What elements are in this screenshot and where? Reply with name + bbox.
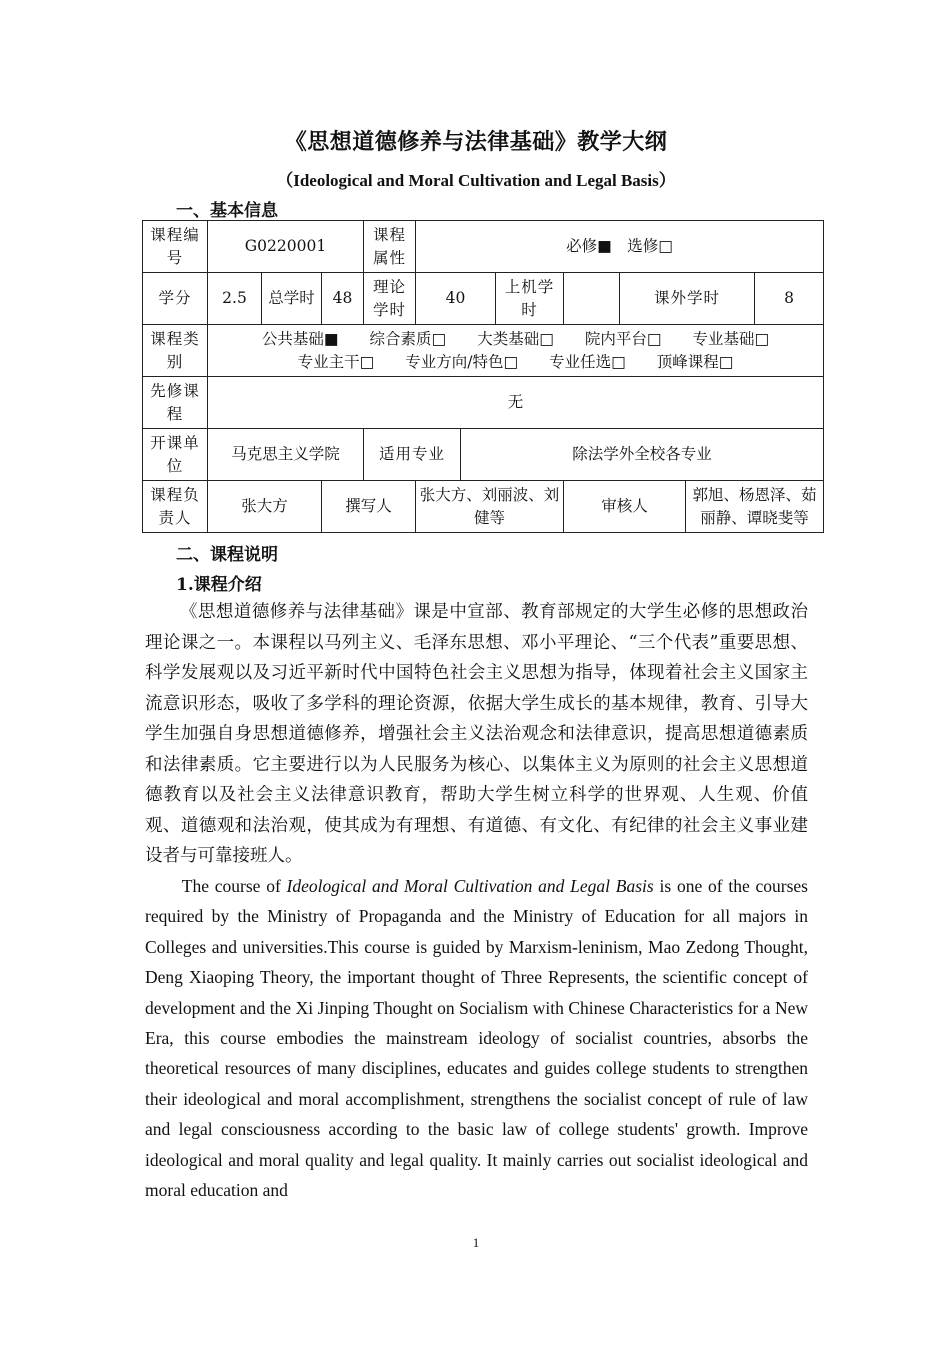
english-paragraph-course-name: Ideological and Moral Cultivation and Legal Basis	[286, 876, 654, 896]
document-title: 《思想道德修养与法律基础》教学大纲	[284, 129, 668, 155]
section-heading-basic-info: 一、基本信息	[176, 201, 278, 221]
table-row	[143, 325, 824, 377]
theory-hours-value: 40	[416, 273, 496, 325]
table-row	[143, 221, 824, 273]
computer-hours-label: 上机学时	[496, 273, 564, 325]
extra-hours-label: 课外学时	[620, 273, 755, 325]
prereq-label: 先修课程	[143, 377, 208, 429]
table-row	[143, 273, 824, 325]
section-heading-course-description: 二、课程说明	[176, 545, 278, 565]
course-attr-value: 必修■ 选修□	[416, 221, 824, 273]
subsection-heading-course-intro: 1.课程介绍	[176, 575, 262, 595]
category-value	[208, 325, 824, 377]
applicable-value: 除法学外全校各专业	[461, 429, 824, 481]
computer-hours-value	[564, 273, 620, 325]
writer-label: 撰写人	[322, 481, 416, 533]
document-subtitle: （Ideological and Moral Cultivation and Legal Basis）	[276, 171, 676, 190]
dept-value: 马克思主义学院	[208, 429, 364, 481]
course-info-table	[142, 220, 824, 533]
table-row	[143, 481, 824, 533]
owner-label: 课程负责人	[143, 481, 208, 533]
writer-value: 张大方、刘丽波、刘健等	[416, 481, 564, 533]
applicable-label: 适用专业	[364, 429, 461, 481]
page-number: 1	[472, 1235, 480, 1250]
category-line-2: 专业主干□ 专业方向/特色□ 专业任选□ 顶峰课程□	[297, 352, 734, 371]
total-hours-label: 总学时	[262, 273, 322, 325]
theory-hours-label: 理论学时	[364, 273, 416, 325]
prereq-value: 无	[208, 377, 824, 429]
reviewer-label: 审核人	[564, 481, 686, 533]
course-intro-english-paragraph	[145, 871, 808, 1205]
english-paragraph-body: is one of the courses required by the Ministry of Propaganda and the Ministry of Education for all majors in Colleges and universities.This course is guided by Marxism-leninism, Mao Zedong Thought, Deng Xiaoping Theory, the important thought of Three Represents, the scientific concept of development and the Xi Jinping Thought on Socialism with Chinese Characteristics for a New Era, this course embodies the mainstream ideology of socialist countries, absorbs the theoretical resources of many disciplines, educates and guides college students to strengthen their ideological and moral accomplishment, strengthens the socialist concept of rule of law and legal consciousness according to the basic law of college students' growth. Improve ideological and moral quality and legal quality. It mainly carries out socialist ideological and moral education and	[145, 876, 808, 1201]
credit-value: 2.5	[208, 273, 262, 325]
owner-value: 张大方	[208, 481, 322, 533]
course-code-value: G0220001	[208, 221, 364, 273]
course-code-label: 课程编号	[143, 221, 208, 273]
course-intro-chinese-paragraph: 《思想道德修养与法律基础》课是中宣部、教育部规定的大学生必修的思想政治理论课之一。本课程以马列主义、毛泽东思想、邓小平理论、“三个代表”重要思想、科学发展观以及习近平新时代中国特色社会主义思想为指导，体现着社会主义国家主流意识形态，吸收了多学科的理论资源，依据大学生成长的基本规律，教育、引导大学生加强自身思想道德修养，增强社会主义法治观念和法律意识，提高思想道德素质和法律素质。它主要进行以为人民服务为核心、以集体主义为原则的社会主义思想道德教育以及社会主义法律意识教育，帮助大学生树立科学的世界观、人生观、价值观、道德观和法治观，使其成为有理想、有道德、有文化、有纪律的社会主义事业建设者与可靠接班人。	[145, 602, 808, 866]
table-row	[143, 377, 824, 429]
category-line-1: 公共基础■ 综合素质□ 大类基础□ 院内平台□ 专业基础□	[261, 329, 770, 348]
table-row	[143, 429, 824, 481]
credit-label: 学分	[143, 273, 208, 325]
dept-label: 开课单位	[143, 429, 208, 481]
english-paragraph-prefix: The course of	[181, 876, 287, 896]
course-attr-label: 课程属性	[364, 221, 416, 273]
reviewer-value: 郭旭、杨恩泽、茹丽静、谭晓斐等	[686, 481, 824, 533]
total-hours-value: 48	[322, 273, 364, 325]
extra-hours-value: 8	[755, 273, 824, 325]
category-label: 课程类别	[143, 325, 208, 377]
